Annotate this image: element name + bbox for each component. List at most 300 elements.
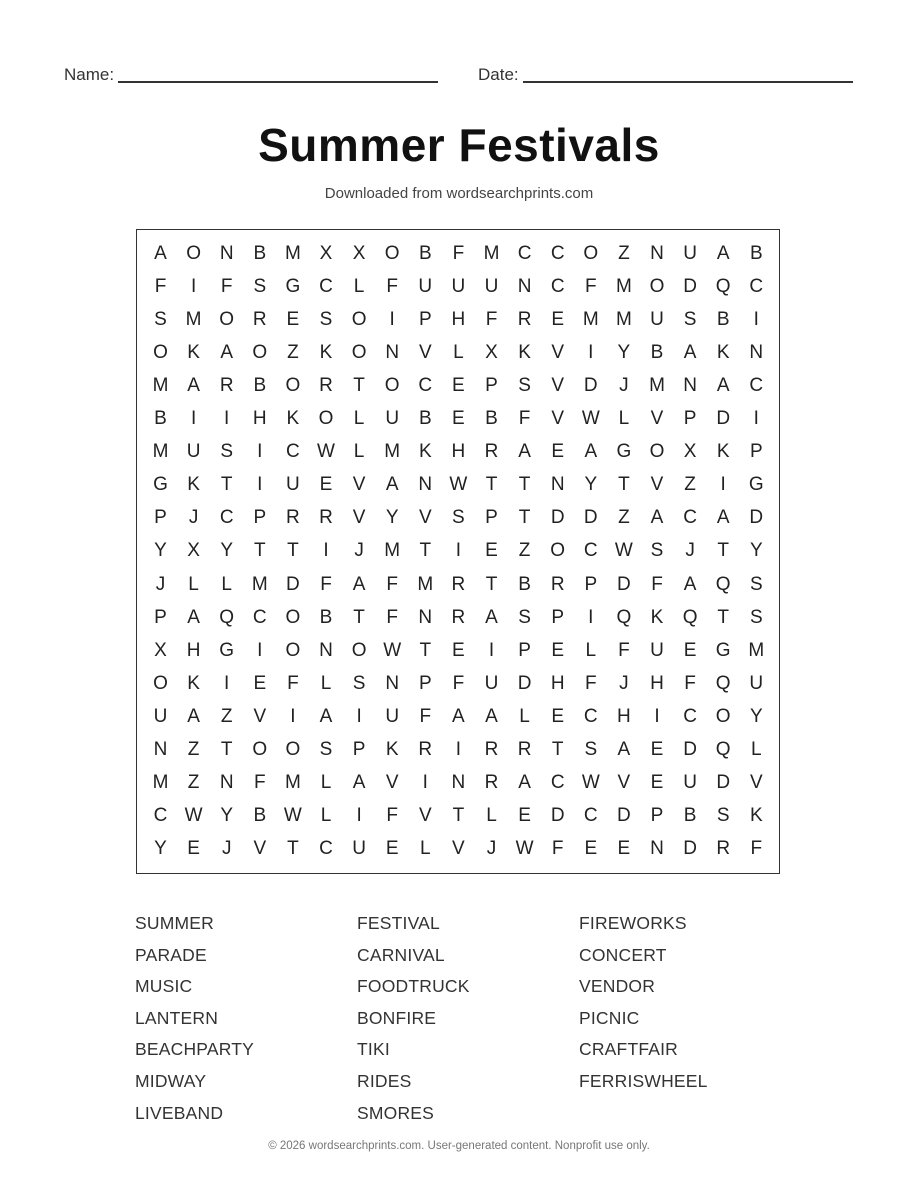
- grid-letter: I: [455, 739, 462, 760]
- grid-letter: O: [384, 374, 400, 396]
- grid-letter: L: [618, 408, 630, 429]
- grid-letter: Q: [715, 739, 731, 760]
- grid-letter: I: [720, 474, 726, 496]
- grid-letter: M: [284, 772, 301, 794]
- page-subtitle: Downloaded from wordsearchprints.com: [324, 185, 594, 202]
- grid-letter: Z: [518, 540, 531, 562]
- grid-letter: D: [550, 805, 565, 827]
- grid-letter: D: [716, 772, 731, 794]
- grid-letter: B: [418, 408, 432, 429]
- grid-letter: F: [419, 705, 432, 727]
- grid-letter: S: [749, 573, 763, 595]
- grid-letter: V: [452, 838, 465, 860]
- word-list-item: SMORES: [357, 1102, 435, 1123]
- word-list-item: MIDWAY: [135, 1070, 207, 1091]
- grid-letter: E: [253, 672, 267, 694]
- grid-letter: R: [451, 606, 466, 628]
- grid-letter: C: [749, 275, 764, 297]
- grid-letter: W: [581, 772, 600, 794]
- grid-letter: S: [584, 739, 598, 760]
- grid-letter: A: [187, 606, 200, 628]
- grid-letter: I: [753, 408, 759, 429]
- grid-letter: K: [518, 341, 531, 363]
- grid-letter: P: [683, 408, 697, 429]
- word-list-item: FERRISWHEEL: [579, 1070, 708, 1091]
- grid-letter: T: [419, 639, 432, 661]
- grid-letter: A: [187, 705, 200, 727]
- grid-letter: H: [650, 672, 664, 694]
- grid-letter: X: [683, 441, 697, 463]
- grid-letter: U: [352, 838, 366, 860]
- grid-letter: F: [320, 573, 332, 595]
- grid-letter: O: [351, 341, 367, 363]
- grid-letter: T: [518, 507, 531, 529]
- grid-letter: R: [484, 441, 499, 463]
- word-list-item: FESTIVAL: [357, 913, 440, 933]
- grid-letter: C: [219, 507, 234, 529]
- grid-letter: S: [452, 507, 465, 529]
- grid-letter: D: [683, 838, 697, 860]
- grid-letter: A: [154, 242, 167, 264]
- grid-letter: N: [749, 341, 764, 363]
- grid-letter: W: [383, 639, 402, 661]
- grid-letter: D: [286, 573, 300, 595]
- grid-letter: B: [683, 805, 697, 827]
- grid-letter: Z: [618, 242, 630, 264]
- grid-letter: G: [715, 639, 731, 661]
- grid-letter: J: [354, 540, 364, 562]
- name-label: Name:: [64, 65, 115, 84]
- grid-letter: W: [449, 474, 468, 496]
- grid-letter: R: [484, 772, 499, 794]
- grid-letter: N: [219, 242, 234, 264]
- grid-letter: A: [683, 341, 697, 363]
- grid-letter: S: [650, 540, 664, 562]
- grid-letter: C: [319, 275, 333, 297]
- grid-letter: V: [352, 507, 366, 529]
- grid-letter: E: [452, 639, 465, 661]
- grid-letter: E: [551, 639, 565, 661]
- grid-letter: D: [683, 739, 697, 760]
- grid-letter: K: [385, 739, 399, 760]
- grid-letter: D: [716, 408, 731, 429]
- grid-letter: I: [588, 341, 594, 363]
- grid-letter: N: [319, 639, 333, 661]
- grid-letter: S: [220, 441, 234, 463]
- grid-letter: B: [749, 242, 763, 264]
- grid-letter: R: [517, 739, 532, 760]
- grid-letter: G: [153, 474, 168, 496]
- grid-letter: K: [716, 441, 730, 463]
- grid-letter: B: [253, 805, 267, 827]
- grid-letter: S: [716, 805, 730, 827]
- grid-letter: Y: [749, 540, 763, 562]
- grid-letter: L: [353, 441, 365, 463]
- grid-letter: N: [219, 772, 234, 794]
- grid-letter: V: [418, 507, 432, 529]
- grid-letter: S: [319, 739, 333, 760]
- grid-letter: Q: [219, 606, 235, 628]
- grid-letter: I: [455, 540, 462, 562]
- grid-letter: O: [219, 308, 235, 330]
- word-list-item: BONFIRE: [357, 1007, 437, 1028]
- grid-letter: C: [583, 540, 598, 562]
- grid-letter: W: [184, 805, 203, 827]
- grid-letter: J: [619, 374, 629, 396]
- word-list-item: CONCERT: [579, 944, 667, 965]
- grid-letter: Z: [287, 341, 299, 363]
- grid-letter: B: [650, 341, 664, 363]
- grid-letter: E: [485, 540, 498, 562]
- grid-letter: N: [550, 474, 565, 496]
- word-list-item: PARADE: [135, 944, 207, 965]
- grid-letter: L: [585, 639, 597, 661]
- grid-letter: J: [486, 838, 497, 860]
- grid-letter: O: [285, 606, 301, 628]
- grid-letter: U: [484, 275, 499, 297]
- grid-letter: G: [748, 474, 764, 496]
- grid-letter: M: [152, 374, 169, 396]
- word-list-item: MUSIC: [135, 976, 193, 997]
- grid-letter: N: [385, 341, 400, 363]
- grid-letter: G: [616, 441, 632, 463]
- word-list-item: TIKI: [357, 1039, 390, 1060]
- grid-letter: B: [518, 573, 531, 595]
- word-list-item: VENDOR: [579, 976, 656, 997]
- grid-letter: C: [683, 705, 697, 727]
- grid-letter: A: [352, 772, 366, 794]
- grid-letter: Y: [749, 705, 763, 727]
- grid-letter: T: [353, 606, 365, 628]
- name-field: [64, 64, 438, 86]
- grid-letter: S: [352, 672, 366, 694]
- grid-letter: E: [683, 639, 697, 661]
- grid-letter: F: [452, 242, 465, 264]
- grid-letter: V: [385, 772, 399, 794]
- grid-letter: W: [515, 838, 534, 860]
- grid-letter: F: [386, 805, 398, 827]
- grid-letter: G: [219, 639, 235, 661]
- word-list-item: LIVEBAND: [135, 1102, 224, 1123]
- grid-letter: N: [517, 275, 532, 297]
- grid-letter: M: [251, 573, 268, 595]
- grid-letter: Z: [187, 739, 200, 760]
- letter-grid: [136, 229, 780, 874]
- grid-letter: T: [551, 739, 564, 760]
- grid-letter: F: [618, 639, 630, 661]
- grid-letter: V: [551, 341, 565, 363]
- grid-letter: X: [485, 341, 498, 363]
- grid-letter: D: [617, 573, 631, 595]
- grid-letter: H: [451, 308, 466, 330]
- grid-letter: Z: [187, 772, 200, 794]
- grid-letter: D: [683, 275, 697, 297]
- grid-letter: B: [253, 374, 267, 396]
- grid-letter: C: [749, 374, 764, 396]
- grid-letter: E: [319, 474, 333, 496]
- grid-letter: H: [550, 672, 565, 694]
- date-label: Date:: [478, 65, 519, 84]
- grid-letter: A: [584, 441, 598, 463]
- grid-letter: V: [352, 474, 366, 496]
- grid-letter: C: [550, 275, 565, 297]
- word-list-item: LANTERN: [135, 1007, 219, 1028]
- grid-letter: R: [517, 308, 532, 330]
- grid-letter: A: [716, 507, 730, 529]
- grid-letter: E: [650, 772, 664, 794]
- grid-letter: A: [352, 573, 366, 595]
- grid-letter: U: [451, 275, 466, 297]
- grid-letter: I: [257, 441, 263, 463]
- grid-letter: A: [518, 441, 531, 463]
- grid-letter: C: [583, 805, 598, 827]
- grid-letter: E: [452, 374, 465, 396]
- grid-letter: Q: [616, 606, 632, 628]
- grid-letter: O: [351, 308, 367, 330]
- grid-letter: I: [356, 805, 362, 827]
- grid-letter: U: [749, 672, 764, 694]
- grid-letter: K: [319, 341, 333, 363]
- grid-letter: F: [518, 408, 531, 429]
- grid-letter: I: [422, 772, 428, 794]
- grid-letter: F: [485, 308, 498, 330]
- grid-letter: O: [649, 441, 665, 463]
- grid-letter: V: [418, 341, 432, 363]
- grid-letter: C: [286, 441, 300, 463]
- grid-letter: I: [224, 408, 230, 429]
- grid-letter: E: [650, 739, 664, 760]
- grid-letter: B: [253, 242, 267, 264]
- word-list-item: BEACHPARTY: [135, 1039, 255, 1060]
- grid-letter: O: [153, 672, 168, 694]
- grid-letter: W: [581, 408, 600, 429]
- grid-letter: K: [187, 672, 200, 694]
- grid-letter: F: [584, 672, 597, 694]
- grid-letter: M: [483, 242, 500, 264]
- grid-letter: B: [154, 408, 167, 429]
- grid-letter: I: [190, 408, 197, 429]
- grid-letter: E: [187, 838, 200, 860]
- grid-letter: D: [517, 672, 532, 694]
- grid-letter: T: [485, 573, 498, 595]
- grid-letter: A: [187, 374, 200, 396]
- grid-letter: C: [252, 606, 267, 628]
- grid-letter: M: [615, 308, 632, 330]
- grid-letter: A: [452, 705, 465, 727]
- grid-letter: N: [683, 374, 697, 396]
- grid-letter: L: [320, 772, 332, 794]
- grid-letter: V: [749, 772, 763, 794]
- grid-letter: U: [683, 772, 697, 794]
- grid-letter: M: [582, 308, 599, 330]
- grid-letter: S: [253, 275, 267, 297]
- grid-letter: G: [285, 275, 301, 297]
- grid-letter: R: [484, 739, 499, 760]
- grid-letter: Y: [220, 540, 234, 562]
- grid-letter: U: [385, 408, 400, 429]
- grid-letter: E: [452, 408, 465, 429]
- grid-letter: O: [351, 639, 367, 661]
- grid-letter: L: [751, 739, 762, 760]
- word-list-item: SUMMER: [135, 913, 214, 933]
- grid-letter: F: [684, 672, 696, 694]
- grid-letter: A: [650, 507, 664, 529]
- grid-letter: E: [518, 805, 531, 827]
- grid-letter: E: [551, 308, 565, 330]
- grid-letter: P: [418, 308, 432, 330]
- grid-letter: O: [252, 739, 268, 760]
- grid-letter: C: [550, 772, 565, 794]
- grid-letter: U: [683, 242, 697, 264]
- grid-letter: E: [617, 838, 631, 860]
- grid-letter: K: [418, 441, 432, 463]
- name-date-row: [64, 64, 856, 88]
- grid-letter: X: [187, 540, 200, 562]
- grid-letter: P: [418, 672, 432, 694]
- grid-letter: X: [352, 242, 366, 264]
- grid-letter: Z: [684, 474, 696, 496]
- grid-letter: N: [650, 838, 664, 860]
- grid-letter: P: [485, 374, 498, 396]
- grid-letter: J: [619, 672, 629, 694]
- grid-letter: U: [153, 705, 168, 727]
- grid-letter: T: [452, 805, 465, 827]
- grid-letter: J: [685, 540, 695, 562]
- word-list-item: RIDES: [357, 1070, 412, 1091]
- grid-letter: L: [453, 341, 464, 363]
- grid-letter: A: [716, 242, 730, 264]
- grid-letter: D: [583, 374, 598, 396]
- grid-letter: T: [419, 540, 432, 562]
- grid-letter: I: [488, 639, 495, 661]
- word-list-item: CARNIVAL: [357, 944, 445, 965]
- grid-letter: M: [384, 540, 401, 562]
- grid-letter: A: [683, 573, 697, 595]
- grid-letter: P: [154, 606, 167, 628]
- word-list-column-1: [135, 911, 254, 1132]
- grid-letter: F: [253, 772, 266, 794]
- word-list-item: FOODTRUCK: [357, 976, 470, 997]
- grid-letter: R: [550, 573, 565, 595]
- grid-letter: N: [418, 606, 433, 628]
- word-list-item: PICNIC: [579, 1007, 640, 1028]
- grid-letter: F: [154, 275, 167, 297]
- grid-letter: O: [285, 374, 301, 396]
- grid-letter: N: [451, 772, 466, 794]
- grid-letter: R: [451, 573, 466, 595]
- grid-letter: I: [356, 705, 362, 727]
- name-write-line: [118, 81, 438, 83]
- grid-letter: O: [153, 341, 168, 363]
- grid-letter: N: [385, 672, 400, 694]
- grid-letter: Y: [617, 341, 631, 363]
- grid-letter: U: [650, 308, 664, 330]
- grid-letter: T: [618, 474, 630, 496]
- grid-letter: H: [451, 441, 466, 463]
- grid-letter: A: [716, 374, 730, 396]
- word-list-item: CRAFTFAIR: [579, 1039, 679, 1060]
- grid-letter: O: [384, 242, 400, 264]
- grid-letter: T: [485, 474, 498, 496]
- grid-letter: B: [485, 408, 498, 429]
- grid-letter: U: [286, 474, 300, 496]
- grid-letter: E: [385, 838, 399, 860]
- grid-letter: U: [418, 275, 433, 297]
- word-list-item: FIREWORKS: [579, 913, 687, 933]
- grid-letter: R: [319, 374, 333, 396]
- grid-letter: E: [584, 838, 598, 860]
- grid-letter: Q: [682, 606, 698, 628]
- grid-letter: D: [749, 507, 764, 529]
- grid-letter: T: [717, 540, 729, 562]
- grid-letter: F: [452, 672, 465, 694]
- grid-letter: S: [518, 606, 531, 628]
- grid-letter: I: [588, 606, 594, 628]
- grid-letter: T: [287, 838, 299, 860]
- grid-letter: I: [389, 308, 395, 330]
- grid-letter: H: [186, 639, 201, 661]
- grid-letter: K: [286, 408, 300, 429]
- grid-letter: R: [219, 374, 234, 396]
- grid-letter: L: [420, 838, 431, 860]
- grid-letter: V: [551, 408, 565, 429]
- grid-letter: Q: [715, 275, 731, 297]
- grid-letter: I: [654, 705, 660, 727]
- grid-letter: V: [253, 705, 267, 727]
- grid-letter: C: [418, 374, 433, 396]
- date-write-line: [523, 81, 853, 83]
- grid-letter: P: [749, 441, 763, 463]
- grid-letter: R: [252, 308, 267, 330]
- grid-letter: K: [650, 606, 664, 628]
- grid-letter: V: [253, 838, 267, 860]
- grid-letter: A: [485, 705, 498, 727]
- grid-letter: F: [551, 838, 564, 860]
- grid-letter: S: [154, 308, 167, 330]
- grid-letter: B: [418, 242, 432, 264]
- grid-letter: V: [617, 772, 631, 794]
- grid-letter: N: [418, 474, 433, 496]
- grid-letter: V: [551, 374, 565, 396]
- grid-letter: R: [716, 838, 731, 860]
- grid-letter: V: [650, 474, 664, 496]
- grid-letter: N: [650, 242, 664, 264]
- grid-letter: K: [749, 805, 763, 827]
- grid-letter: Q: [715, 573, 731, 595]
- grid-letter: A: [617, 739, 631, 760]
- grid-letter: T: [287, 540, 299, 562]
- grid-letter: I: [753, 308, 759, 330]
- grid-letter: F: [220, 275, 233, 297]
- grid-letter: D: [583, 507, 598, 529]
- grid-letter: A: [485, 606, 498, 628]
- grid-letter: V: [650, 408, 664, 429]
- grid-letter: H: [252, 408, 267, 429]
- grid-letter: F: [386, 606, 398, 628]
- grid-letter: S: [683, 308, 697, 330]
- grid-letter: I: [190, 275, 197, 297]
- grid-letter: J: [221, 838, 232, 860]
- grid-letter: Q: [715, 672, 731, 694]
- grid-letter: C: [583, 705, 598, 727]
- grid-letter: A: [220, 341, 234, 363]
- grid-letter: C: [683, 507, 697, 529]
- grid-letter: Z: [618, 507, 630, 529]
- grid-letter: S: [319, 308, 333, 330]
- grid-letter: O: [583, 242, 599, 264]
- grid-letter: N: [153, 739, 168, 760]
- grid-letter: I: [257, 639, 263, 661]
